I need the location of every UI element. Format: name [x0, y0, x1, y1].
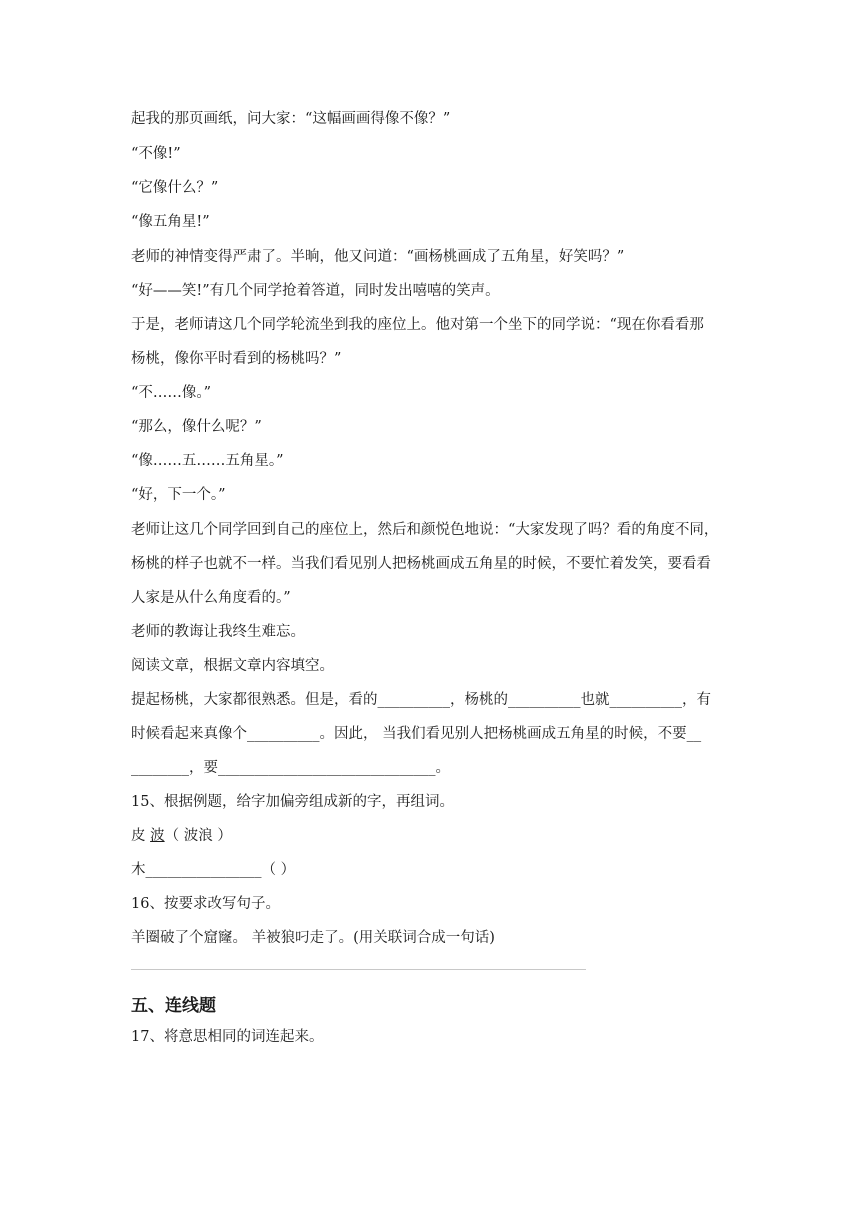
q14-fill-line: 时候看起来真像个__________。因此， 当我们看见别人把杨桃画成五角星的时候，不要__	[131, 726, 702, 742]
passage-line: 杨桃，像你平时看到的杨桃吗？”	[131, 351, 342, 367]
q15-example	[131, 826, 232, 846]
passage-line: 杨桃的样子也就不一样。当我们看见别人把杨桃画成五角星的时候，不要忙着发笑，要看看	[131, 556, 711, 572]
passage-line: “不……像。”	[131, 385, 212, 401]
q15-task-line: 木________________（ ）	[131, 862, 296, 878]
q14-instruction: 阅读文章，根据文章内容填空。	[131, 658, 334, 674]
passage-line: “不像!”	[131, 146, 181, 162]
answer-line	[131, 969, 586, 970]
passage-line: 老师的教诲让我终生难忘。	[131, 624, 305, 640]
passage-line: 于是，老师请这几个同学轮流坐到我的座位上。他对第一个坐下的同学说：“现在你看看那	[131, 317, 704, 333]
passage-line: “像五角星!”	[131, 214, 210, 230]
q14-fill-line: 提起杨桃，大家都很熟悉。但是，看的__________，杨桃的__________也就__________，有	[131, 692, 711, 708]
passage-line: “那么，像什么呢？”	[131, 419, 262, 435]
q15-example-suffix: （ 波浪 ）	[164, 828, 232, 844]
passage-line: “好——笑!”有几个同学抢着答道，同时发出嘻嘻的笑声。	[131, 283, 500, 299]
passage-line: 起我的那页画纸，问大家：“这幅画画得像不像？”	[131, 111, 451, 127]
q15-example-char: 波	[150, 828, 165, 844]
q16-title: 16、按要求改写句子。	[131, 896, 280, 912]
passage-line: 人家是从什么角度看的。”	[131, 590, 291, 606]
passage-line: 老师的神情变得严肃了。半晌，他又问道：“画杨桃画成了五角星，好笑吗？”	[131, 249, 625, 265]
q15-title: 15、根据例题，给字加偏旁组成新的字，再组词。	[131, 794, 454, 810]
passage-line: “它像什么？”	[131, 180, 219, 196]
section-heading: 五、连线题	[131, 996, 216, 1016]
q16-sentence: 羊圈破了个窟窿。 羊被狼叼走了。(用关联词合成一句话)	[131, 930, 495, 946]
q15-example-prefix: 皮	[131, 828, 151, 844]
q17-title: 17、将意思相同的词连起来。	[131, 1029, 324, 1045]
passage-line: “好，下一个。”	[131, 487, 226, 503]
q14-fill-line: ________，要______________________________。	[131, 760, 450, 776]
passage-line: 老师让这几个同学回到自己的座位上，然后和颜悦色地说：“大家发现了吗？看的角度不同，	[131, 522, 719, 538]
passage-line: “像……五……五角星。”	[131, 453, 284, 469]
